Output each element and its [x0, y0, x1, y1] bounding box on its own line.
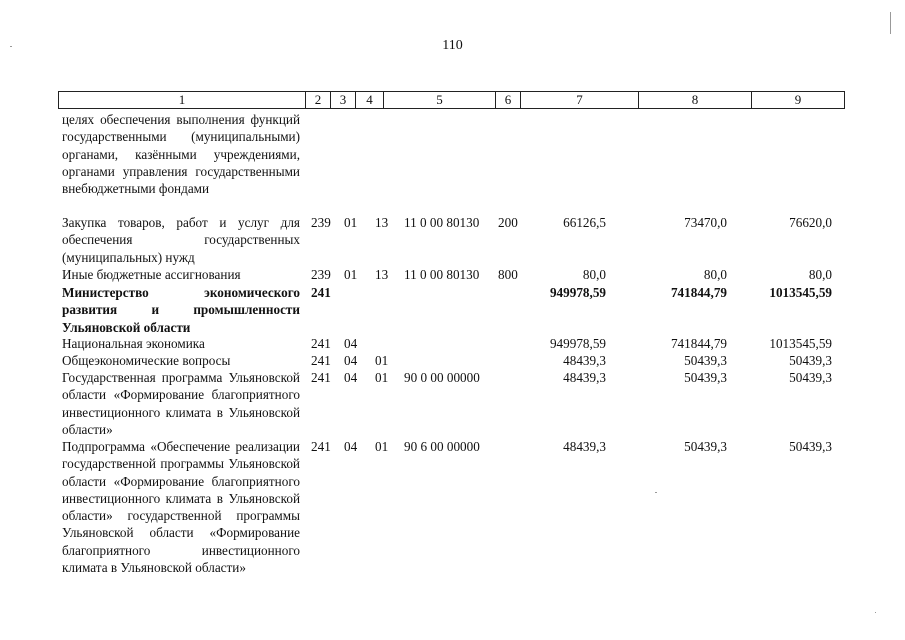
cell-vr: 200: [498, 215, 518, 230]
cell-gr: 241: [311, 285, 331, 300]
cell-gr: 241: [311, 370, 331, 385]
cell-amount-3: 76620,0: [789, 215, 832, 230]
cell-pr: 01: [375, 353, 389, 368]
cell-csr: 90 6 00 00000: [404, 439, 480, 454]
cell-pr: 13: [375, 215, 389, 230]
header-col-8: 8: [638, 92, 751, 108]
cell-rz: 04: [344, 353, 358, 368]
cell-pr: 01: [375, 439, 389, 454]
cell-csr: 11 0 00 80130: [404, 267, 480, 282]
cell-amount-1: 949978,59: [549, 285, 606, 300]
cell-amount-1: 80,0: [582, 267, 606, 282]
cell-gr: 239: [311, 267, 331, 282]
table-header: [58, 91, 845, 109]
header-col-3: 3: [330, 92, 355, 108]
cell-amount-2: 741844,79: [670, 336, 727, 351]
header-col-9: 9: [751, 92, 844, 108]
row-description: Национальная экономика: [62, 336, 205, 351]
cell-csr: 90 0 00 00000: [404, 370, 480, 385]
header-col-5: 5: [383, 92, 495, 108]
header-col-2: 2: [305, 92, 330, 108]
page-number: 110: [442, 38, 463, 53]
cell-rz: 04: [344, 439, 358, 454]
header-col-1: 1: [178, 92, 186, 107]
scan-speck: [10, 46, 12, 47]
row-description: Государственная программа Ульяновской области «Формирование благоприятного инвестиционного климата в Ульяновской области»: [62, 370, 300, 437]
cell-rz: 04: [344, 336, 358, 351]
cell-amount-1: 48439,3: [563, 353, 606, 368]
row-description: целях обеспечения выполнения функций государственными (муниципальными) органами, казёнными учреждениями, органами управления государственными внебюджетными фондами: [62, 112, 300, 197]
row-description: Подпрограмма «Обеспечение реализации государственной программы Ульяновской области «Формирование благоприятного инвестиционного климата в Ульяновской области» государственной программы Ульяновской области «Формирование благоприятного инвестиционного климата в Ульяновской области»: [62, 439, 300, 576]
row-description: Общеэкономические вопросы: [62, 353, 231, 368]
cell-pr: 13: [375, 267, 389, 282]
cell-amount-1: 949978,59: [549, 336, 606, 351]
cell-pr: 01: [375, 370, 389, 385]
cell-amount-3: 1013545,59: [769, 336, 832, 351]
cell-amount-3: 50439,3: [789, 439, 832, 454]
cell-amount-2: 741844,79: [670, 285, 727, 300]
cell-gr: 239: [311, 215, 331, 230]
cell-rz: 01: [344, 267, 358, 282]
cell-amount-2: 50439,3: [684, 439, 727, 454]
cell-gr: 241: [311, 353, 331, 368]
cell-amount-2: 50439,3: [684, 353, 727, 368]
scan-speck: [875, 612, 876, 613]
cell-amount-1: 48439,3: [563, 439, 606, 454]
cell-gr: 241: [311, 336, 331, 351]
row-description: Закупка товаров, работ и услуг для обеспечения государственных (муниципальных) нужд: [62, 215, 300, 265]
header-col-4: 4: [355, 92, 383, 108]
scan-speck: [890, 12, 891, 34]
cell-gr: 241: [311, 439, 331, 454]
cell-rz: 01: [344, 215, 358, 230]
cell-csr: 11 0 00 80130: [404, 215, 480, 230]
cell-amount-3: 50439,3: [789, 370, 832, 385]
cell-amount-2: 50439,3: [684, 370, 727, 385]
cell-vr: 800: [498, 267, 518, 282]
cell-amount-2: 73470,0: [684, 215, 727, 230]
row-description: Министерство экономического развития и промышленности Ульяновской области: [62, 285, 300, 335]
cell-amount-1: 48439,3: [563, 370, 606, 385]
cell-amount-2: 80,0: [703, 267, 727, 282]
cell-amount-3: 80,0: [808, 267, 832, 282]
row-description: Иные бюджетные ассигнования: [62, 267, 241, 282]
cell-amount-3: 1013545,59: [769, 285, 832, 300]
scan-speck: [655, 492, 657, 493]
cell-amount-1: 66126,5: [563, 215, 606, 230]
header-col-7: 7: [520, 92, 638, 108]
cell-amount-3: 50439,3: [789, 353, 832, 368]
header-col-6: 6: [495, 92, 520, 108]
cell-rz: 04: [344, 370, 358, 385]
